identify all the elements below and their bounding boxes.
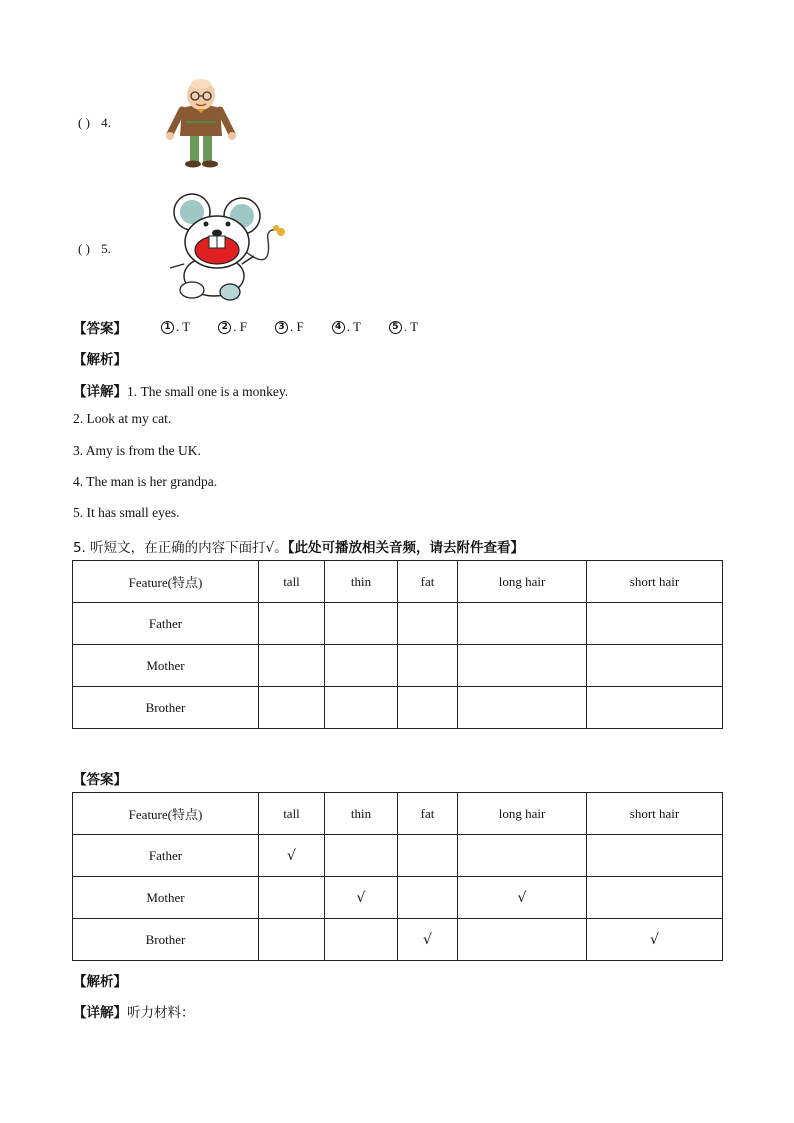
answer-value: . T <box>346 319 361 334</box>
check-cell[interactable] <box>398 687 458 729</box>
check-cell <box>587 877 723 919</box>
check-cell[interactable] <box>587 603 723 645</box>
check-cell: √ <box>458 877 587 919</box>
header-cell: tall <box>259 561 325 603</box>
row-label: Mother <box>73 877 259 919</box>
header-cell: short hair <box>587 561 723 603</box>
table-row <box>73 603 723 645</box>
detail-line-5: 5. It has small eyes. <box>73 505 180 520</box>
row-label: Father <box>73 835 259 877</box>
mouse-figure <box>162 192 290 306</box>
check-cell[interactable] <box>259 645 325 687</box>
grandpa-figure <box>164 78 240 170</box>
check-cell <box>259 877 325 919</box>
row-label: Father <box>73 603 259 645</box>
answer-label-2: 【答案】 <box>73 772 127 788</box>
check-cell[interactable] <box>259 687 325 729</box>
answer-value: . T <box>176 319 191 334</box>
number-circle: 2 <box>218 321 231 334</box>
table-header-row <box>73 561 723 603</box>
check-cell[interactable] <box>325 645 398 687</box>
feature-table <box>72 560 723 729</box>
check-cell: √ <box>398 919 458 961</box>
question-number: 4. <box>101 115 111 130</box>
check-cell[interactable] <box>325 603 398 645</box>
table-header-row <box>73 793 723 835</box>
detail-label-2: 【详解】 <box>73 1005 127 1021</box>
header-cell: fat <box>398 793 458 835</box>
question-5 <box>78 241 111 257</box>
check-cell[interactable] <box>458 603 587 645</box>
row-label: Brother <box>73 919 259 961</box>
answer-item <box>161 319 190 335</box>
detail-line-2: 2. Look at my cat. <box>73 411 172 426</box>
header-cell: short hair <box>587 793 723 835</box>
row-label: Mother <box>73 645 259 687</box>
header-cell: thin <box>325 561 398 603</box>
header-cell: tall <box>259 793 325 835</box>
check-cell[interactable] <box>458 687 587 729</box>
question-number: 5. <box>101 241 111 256</box>
answer-item <box>275 319 304 335</box>
answer-item <box>332 319 361 335</box>
detail-line-listening <box>73 1001 195 1021</box>
answer-item <box>218 319 247 335</box>
task-5-instruction: 5. 听短文，在正确的内容下面打√。 <box>73 540 288 556</box>
check-cell <box>458 919 587 961</box>
answer-table <box>72 792 723 961</box>
answer-value: . F <box>233 319 247 334</box>
detail-line-4: 4. The man is her grandpa. <box>73 474 218 489</box>
detail-label: 【详解】 <box>73 384 127 400</box>
check-cell[interactable] <box>458 645 587 687</box>
answer-section <box>73 317 446 337</box>
header-cell: fat <box>398 561 458 603</box>
check-cell <box>259 919 325 961</box>
header-cell: Feature(特点) <box>73 793 259 835</box>
analysis-label: 【解析】 <box>73 352 127 368</box>
number-circle: 3 <box>275 321 288 334</box>
number-circle: 1 <box>161 321 174 334</box>
row-label: Brother <box>73 687 259 729</box>
answer-label: 【答案】 <box>73 321 127 337</box>
answer-list <box>161 319 446 335</box>
table-row <box>73 835 723 877</box>
detail-line-1 <box>73 380 288 400</box>
check-cell[interactable] <box>587 687 723 729</box>
check-cell <box>325 919 398 961</box>
answer-value: . F <box>289 319 304 334</box>
listening-material: 听力材料： <box>127 1005 195 1021</box>
header-cell: Feature(特点) <box>73 561 259 603</box>
check-cell[interactable] <box>259 603 325 645</box>
table-row <box>73 645 723 687</box>
check-cell[interactable] <box>398 645 458 687</box>
check-cell <box>325 835 398 877</box>
table-row <box>73 877 723 919</box>
task-5-heading <box>73 536 524 556</box>
check-cell <box>587 835 723 877</box>
header-cell: long hair <box>458 561 587 603</box>
header-cell: long hair <box>458 793 587 835</box>
check-cell: √ <box>259 835 325 877</box>
analysis-label-2: 【解析】 <box>73 974 127 990</box>
table-row <box>73 919 723 961</box>
audio-note[interactable]: 【此处可播放相关音频，请去附件查看】 <box>287 540 525 556</box>
check-cell[interactable] <box>398 603 458 645</box>
check-cell: √ <box>325 877 398 919</box>
answer-blank[interactable]: ( ) <box>78 241 90 256</box>
answer-item <box>389 319 418 335</box>
check-cell[interactable] <box>587 645 723 687</box>
detail-text: 1. The small one is a monkey. <box>127 384 289 399</box>
check-cell <box>458 835 587 877</box>
number-circle: 5 <box>389 321 402 334</box>
answer-value: . T <box>403 319 419 334</box>
detail-line-3: 3. Amy is from the UK. <box>73 443 201 458</box>
check-cell[interactable] <box>325 687 398 729</box>
answer-blank[interactable]: ( ) <box>78 115 90 130</box>
check-cell <box>398 877 458 919</box>
question-4 <box>78 115 111 131</box>
number-circle: 4 <box>332 321 345 334</box>
table-row <box>73 687 723 729</box>
check-cell <box>398 835 458 877</box>
check-cell: √ <box>587 919 723 961</box>
header-cell: thin <box>325 793 398 835</box>
